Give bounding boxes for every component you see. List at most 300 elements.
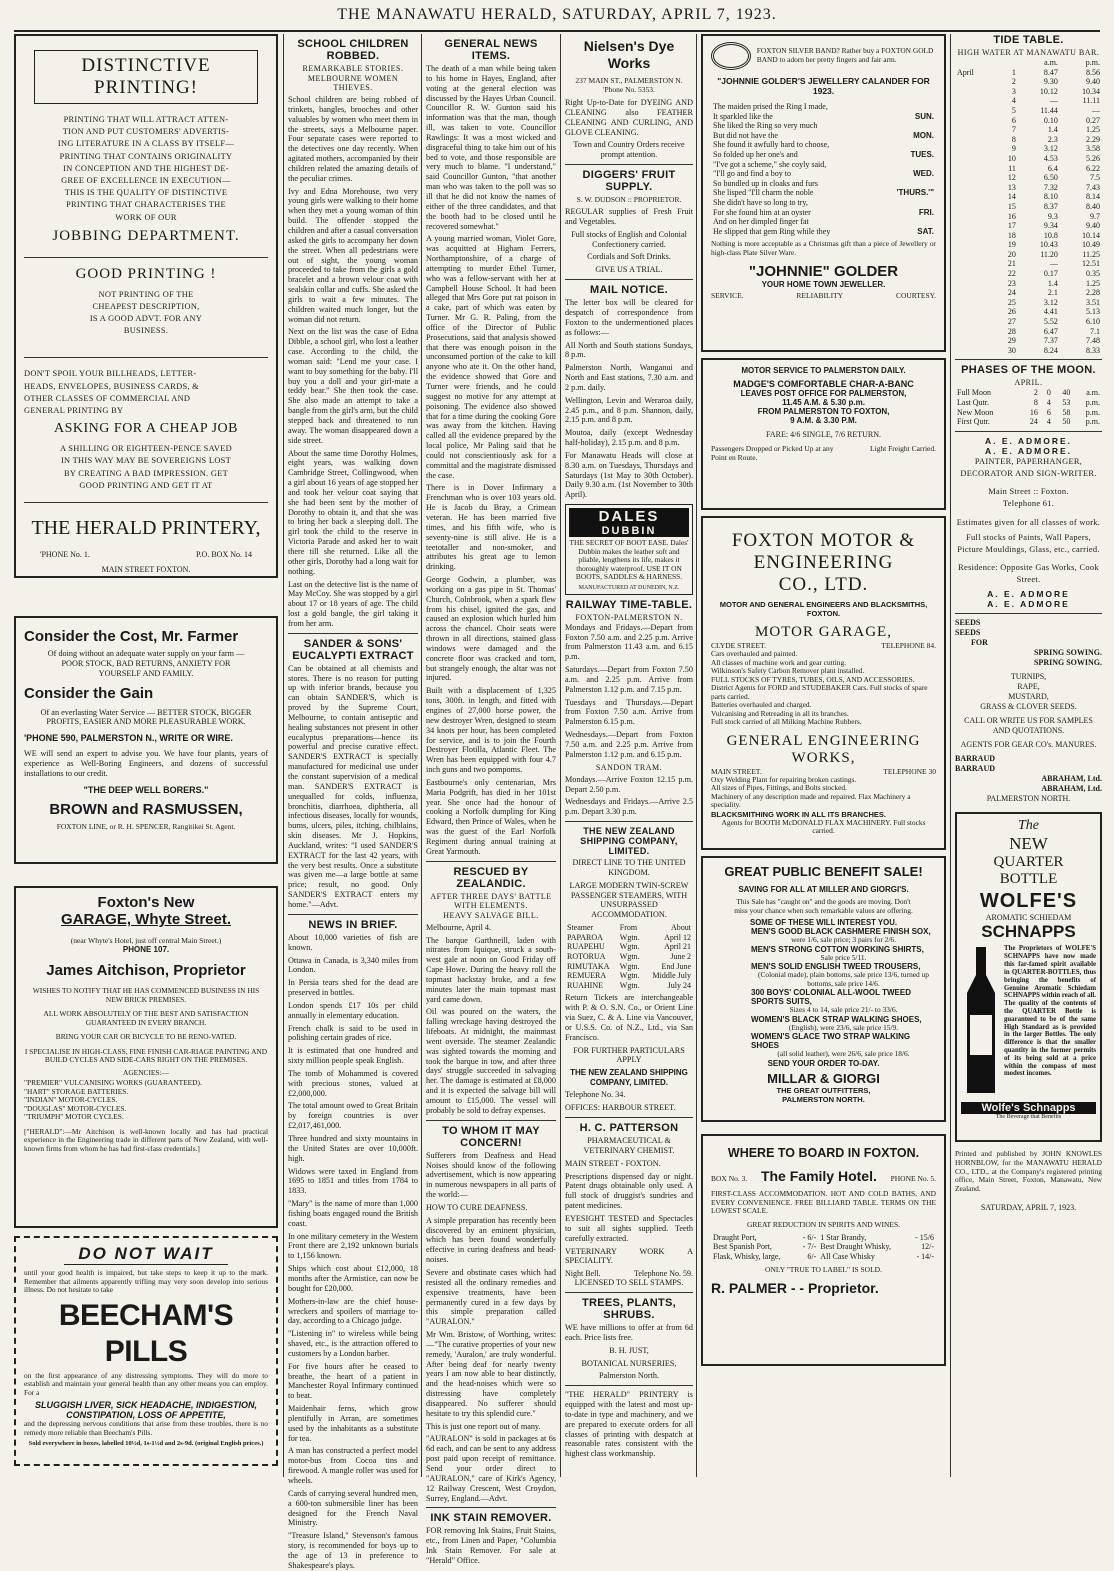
motor-fare: FARE: 4/6 SINGLE, 7/6 RETURN.	[766, 430, 881, 439]
news-in-brief	[288, 933, 418, 1571]
spoil-line: HEADS, ENVELOPES, BUSINESS CARDS, &	[24, 381, 199, 391]
patterson-paragraph: VETERINARY WORK A SPECIALITY.	[565, 1246, 693, 1266]
table-cell: REMUERA	[567, 971, 607, 981]
printery-name: THE HERALD PRINTERY,	[31, 516, 261, 539]
column-rule	[560, 34, 561, 1477]
wolfe-tag: The Beverage that Benefits	[995, 1114, 1062, 1121]
table-cell: TUES.	[910, 149, 934, 159]
tram-paragraph: Mondays.—Arrive Foxton 12.15 p.m. Depart 2.50 p.m.	[565, 774, 693, 794]
foxton-agents: Agents for BOOTH McDONALD FLAX MACHINERY. Full stocks carried.	[721, 817, 926, 836]
beecham-ailments: SLUGGISH LIVER, SICK HEADACHE, INDIGESTION, CONSTIPATION, LOSS OF APPETITE,	[34, 1400, 258, 1421]
admore-est: Estimates given for all classes of work.	[956, 517, 1101, 527]
header-cell: Steamer	[567, 923, 594, 933]
article-paragraph: Melbourne, April 4.	[426, 922, 492, 932]
table-cell: WED.	[913, 169, 934, 179]
seeds-items	[955, 672, 1102, 712]
service-line: Cars overhauled and painted.	[711, 649, 798, 658]
shilling-line: BY CREATING A BAD IMPRESSION. GET	[63, 468, 229, 478]
article-paragraph: "AURALON" is sold in packages at 6s 6d each, and can be sent to any address post paid upon receipt of remittance. Send your order direct to "AURALON," care of Kirk's Agency, 12 Railway Crescent, West Croydon, Surrey, England.—Advt.	[426, 1434, 556, 1503]
printery-pobox: P.O. BOX No. 14	[195, 549, 252, 559]
table-cell: —	[1049, 96, 1058, 106]
motor-footer	[711, 444, 936, 462]
table-cell: Wgtn.	[619, 961, 640, 971]
moon-table	[955, 388, 1102, 426]
shipping-offices: OFFICES: HARBOUR STREET.	[565, 1103, 676, 1113]
jobbing-department: JOBBING DEPARTMENT.	[52, 227, 240, 244]
mail-title: MAIL NOTICE.	[590, 284, 668, 297]
garage-title2: GARAGE, Whyte Street.	[60, 911, 232, 928]
table-cell: 7.37	[1043, 336, 1058, 346]
table-cell: 4.41	[1043, 307, 1058, 317]
good-printing-line: NOT PRINTING OF THE	[98, 289, 194, 299]
imprint-date: SATURDAY, APRIL 7, 1923.	[980, 1203, 1077, 1213]
table-cell: 14	[1007, 192, 1016, 202]
table-cell: 5	[1011, 105, 1016, 115]
table-row	[955, 250, 1102, 260]
article-paragraph: Ivy and Edna Morehouse, two very young girls were walking to their home when they met a young woman of thin build. The offender stopped the children and after a casual conversation asked the girls to accompany her down the street. When all pedestrians were out of sight, the young woman proceeded to take from the girls a gold bracelet and a brown velour coat with sealskin collar and cuffs. She asked the girls to wait a few minutes. The children waited much longer, but the woman did not return.	[288, 186, 418, 324]
table-cell: Best Spanish Port,	[713, 1242, 772, 1252]
article-paragraph: There is in Dover Infirmary a Frenchman who is over 103 years old. He is Jacob du Bray, a Crimean veteran. He has been married five times, and his fifth wife, who is seventy-nine is still alive. He is a teetotaller and non-smoker, and attributes his great age to lemon drinking.	[426, 483, 556, 572]
table-cell: 7.1	[1090, 326, 1100, 336]
table-cell: Wgtn.	[619, 980, 640, 990]
news-item: French chalk is said to be used in polishing certain grades of rice.	[288, 1023, 418, 1043]
motto-word: SERVICE.	[711, 291, 744, 301]
table-row	[711, 1242, 936, 1252]
printing-line: PRINTING THAT WILL ATTRACT ATTEN-	[63, 115, 229, 124]
good-printing-line: CHEAPEST DESCRIPTION,	[92, 301, 200, 311]
shipping-further: FOR FURTHER PARTICULARS APPLY	[573, 1045, 685, 1065]
news-item: In one military cemetery in the Western Front there are 2,192 unknown burials to 1,156 known.	[288, 1231, 418, 1261]
column-4	[565, 34, 693, 1479]
admore-name2: A. E. ADMORE.	[984, 445, 1073, 456]
shilling-line: IN THIS WAY MAY BE SOVEREIGNS LOST	[60, 456, 232, 466]
table-cell: 13	[1007, 182, 1016, 192]
table-cell: 23	[1007, 278, 1016, 288]
beecham-wait: DO NOT WAIT	[64, 1244, 228, 1265]
table-cell: 3.51	[1086, 297, 1100, 307]
article-paragraph: HOW TO CURE DEAFNESS.	[426, 1202, 528, 1212]
table-cell: 20	[1007, 249, 1016, 259]
table-cell: 11.20	[1040, 249, 1058, 259]
table-row	[955, 307, 1102, 317]
seeds-for: FOR	[971, 638, 988, 648]
admore-tel: Telephone 61.	[1002, 499, 1055, 509]
table-cell	[955, 212, 995, 222]
railway-title: RAILWAY TIME-TABLE.	[565, 598, 693, 611]
railway-paragraph: Wednesdays.—Depart from Foxton 7.50 a.m. and 2.25 p.m. Arrive from Palmerston 1.12 p.m. and 6.15 p.m.	[565, 730, 693, 759]
printery-notice: "THE HERALD" PRINTERY is equipped with the latest and most up-to-date in type and machinery, and we are prepared to execute orders for all classes of printing with despatch at reasonable rates consistent with the highest class workmanship.	[565, 1390, 693, 1459]
table-row	[955, 346, 1102, 356]
sale-item-title: MEN'S SOLID ENGLISH TWEED TROUSERS,	[751, 962, 921, 972]
foxton-garage: MOTOR GARAGE,	[755, 624, 892, 640]
sale-item-price: (English), were 23/6, sale price 15/9.	[788, 1022, 899, 1032]
board-only: ONLY "TRUE TO LABEL" IS SOLD.	[765, 1265, 882, 1275]
article-paragraph: George Godwin, a plumber, was working on a gas pipe in St. Thomas' Church, Colnbrook, when a spark flew from his chisel, ignited the gas, and caused an explosion which hurled him across the chancel. Choir seats were thrown in all directions, stained glass windows were damaged and the concrete floor was cracked and torn, but strangely enough, the altar was not injured.	[426, 575, 556, 683]
article-paragraph: Mr Wm. Bristow, of Worthing, writes:—"The curative properties of your new remedy, 'Auralon,' are truly wonderful. After being deaf for nearly twenty years I am now able to hear distinctly, and the head-noises which were so distressing have completely disappeared. No sufferer should hesitate to try this splendid cure."	[426, 1330, 556, 1418]
table-cell	[955, 96, 995, 106]
table-cell: All Case Whisky	[820, 1251, 875, 1261]
table-cell: So folded up her one's and	[713, 149, 798, 159]
farmer-title: Consider the Cost, Mr. Farmer	[24, 628, 239, 645]
agency-item: "INDIAN" MOTOR-CYCLES.	[24, 1095, 118, 1105]
table-cell: 22	[1007, 269, 1016, 279]
dales-dubbin-ad	[565, 504, 693, 595]
table-row	[711, 121, 936, 131]
millar-giorgi-ad	[701, 856, 946, 1122]
golder-banner-text: FOXTON SILVER BAND? Rather buy a FOXTON GOLD BAND to adorn her pretty fingers and fair arm.	[756, 46, 934, 64]
admore-trade: PAINTER, PAPERHANGER, DECORATOR AND SIGN-WRITER.	[960, 456, 1097, 478]
family-hotel-ad	[701, 1134, 946, 1366]
table-cell: - 15/6	[915, 1232, 934, 1242]
table-row	[565, 981, 693, 991]
table-cell: PAPAROA	[567, 932, 603, 942]
general-news	[426, 64, 556, 857]
table-cell: 25	[1007, 297, 1016, 307]
admore-res: Residence: Opposite Gas Works, Cook Street.	[958, 563, 1099, 585]
trees-nursery: BOTANICAL NURSERIES,	[581, 1358, 677, 1368]
table-row	[955, 77, 1102, 87]
table-cell: 1 Star Brandy,	[820, 1232, 867, 1242]
table-cell: Full Moon	[957, 388, 992, 398]
table-cell: She lisped "I'll charm the noble	[713, 188, 814, 198]
trees-body: WE have millions to offer at from 6d each. Price lists free.	[565, 1323, 693, 1342]
table-cell: She found it awfully hard to choose,	[713, 140, 830, 150]
table-cell: 8.33	[1086, 345, 1100, 355]
column-2	[288, 34, 418, 1570]
table-cell	[955, 317, 995, 327]
news-item: Maidenhair ferns, which grow plentifully in Arran, are sometimes used by the inhabitants as a substitute for tea.	[288, 1404, 418, 1443]
golder-sub: YOUR HOME TOWN JEWELLER.	[761, 280, 886, 290]
article-paragraph: Oil was poured on the waters, the falling wreckage having destroyed the lifeboats. At midnight, the mainmast went overside. The steamer Zealandic was sighted towards the morning and took the barque in tow, and after three days' struggle succeeded in salvaging her. The damage is estimated at £8,000 and it is expected the salvage bill will amount to £15,000. The vessel will probably be sold to defray expenses.	[426, 1007, 556, 1115]
garage-phone: PHONE 107.	[122, 945, 170, 954]
admore-main: Main Street :: Foxton.	[988, 487, 1069, 497]
admore-name1: A. E. ADMORE.	[984, 435, 1073, 446]
article-paragraph: This is just one report out of many.	[426, 1421, 541, 1431]
table-row	[711, 140, 936, 150]
table-cell	[955, 327, 995, 337]
table-cell: 8.10	[1043, 192, 1058, 202]
article-paragraph: Severe and obstinate cases which had resisted all the ordinary remedies and expensive treatments, have been permanently cured in a few days by this simple preparation called "AURALON."	[426, 1267, 556, 1327]
seed-item: MUSTARD,	[1008, 692, 1049, 702]
shipping-return: Return Tickets are interchangeable with P. & O. S.N. Co., or Orient Line via Suez, C. & A. Line via Vancouver, or U.S.S. Co. of N.Z., Ltd., via San Francisco.	[565, 993, 693, 1042]
table-row	[955, 106, 1102, 116]
column-6	[955, 34, 1102, 1479]
table-cell: And on her dimpled finger fat	[713, 217, 809, 227]
news-item: Mothers-in-law are the chief house-wreckers and spoilers of marriage to-day, according to a Chicago judge.	[288, 1296, 418, 1326]
table-cell: "I'll go and find a boy to	[713, 169, 792, 179]
table-cell: 6.50	[1043, 173, 1058, 183]
table-cell: 58	[1062, 407, 1071, 417]
table-cell: 26	[1007, 307, 1016, 317]
table-cell: 12/-	[921, 1242, 934, 1252]
good-printing-lines	[24, 289, 268, 338]
table-row	[711, 160, 936, 170]
table-cell	[955, 202, 995, 212]
table-cell: She didn't have so long to try,	[713, 197, 808, 207]
concern-title: TO WHOM IT MAY CONCERN!	[442, 1124, 540, 1149]
printing-line: GREE OF EXCELLENCE IN EXECUTION—	[61, 175, 231, 185]
service-line: Full stock carried of all Milking Machine Rubbers.	[711, 717, 862, 727]
service-line: All classes of machine work and gear cutting.	[711, 657, 847, 667]
foxton-main: MAIN STREET.	[711, 766, 762, 776]
board-hotel-row	[711, 1168, 936, 1184]
seed-item: RAPE,	[1017, 682, 1040, 692]
gain-body: Of an everlasting Water Service — BETTER STOCK, BIGGER PROFITS, EASIER AND MORE PLEASURABLE WORK.	[40, 707, 252, 727]
foxton-sub: MOTOR AND GENERAL ENGINEERS AND BLACKSMITHS, FOXTON.	[719, 600, 928, 618]
news-item: In Persia tears shed for the dead are preserved in bottles.	[288, 978, 418, 998]
sale-send: SEND YOUR ORDER TO-DAY.	[767, 1058, 880, 1068]
table-cell: 9.3	[1047, 211, 1058, 221]
table-cell: 3.58	[1086, 144, 1100, 154]
table-cell: 0	[1046, 388, 1051, 398]
motto-word: COURTESY.	[895, 291, 936, 301]
service-line: Vulcanising and Retreading in all its branches.	[711, 708, 849, 718]
table-cell: 2	[1033, 388, 1038, 398]
table-row	[955, 221, 1102, 231]
table-row	[565, 971, 693, 981]
table-row	[955, 202, 1102, 212]
dye-phone: 'Phone No. 5353.	[603, 85, 655, 94]
table-row	[565, 962, 693, 972]
article-paragraph: Next on the list was the case of Edna Dibble, a school girl, who lost a leather case. According to the child, the woman said: "Lend me your case. I want to buy something for the baby. I'll buy you a doll and your girl-mate a teddy bear." She then took the case. She also made an attempt to take a bangle from the girl's arm, but the child stepped back and threatened to run away. The woman disappeared down a side street.	[288, 327, 418, 445]
table-cell: 9.40	[1086, 77, 1100, 87]
spoil-line: DON'T SPOIL YOUR BILLHEADS, LETTER-	[24, 369, 197, 379]
good-printing-line: BUSINESS.	[123, 326, 169, 336]
patterson-paragraph: EYESIGHT TESTED and Spectacles to suit all sights supplied. Teeth carefully extracted.	[565, 1213, 693, 1243]
admore-name3: A. E. ADMORE	[987, 589, 1070, 600]
column-rule	[283, 34, 284, 1477]
table-cell: 10.8	[1043, 230, 1058, 240]
table-cell: FRI.	[918, 207, 934, 217]
table-cell: 24	[1029, 417, 1038, 427]
header-cell: About	[671, 923, 691, 933]
table-cell: 0.27	[1086, 115, 1100, 125]
table-cell: 6.10	[1086, 317, 1100, 327]
seeds-a2: ABRAHAM, Ltd.	[1041, 784, 1102, 794]
farmer-addr: FOXTON LINE, or R. H. SPENCER, Rangitikei St. Agent.	[56, 821, 236, 831]
table-cell: 6.4	[1047, 163, 1058, 173]
news-item: For five hours after he ceased to breathe, the heart of a patient in Manchester Royal Infirmary continued to beat.	[288, 1361, 418, 1401]
sale-place: PALMERSTON NORTH.	[782, 1094, 865, 1104]
service-line: FULL STOCKS OF TYRES, TUBES, OILS, AND ACCESSORIES.	[711, 674, 915, 684]
board-phone: PHONE No. 5.	[890, 1174, 936, 1183]
table-cell: 4	[1011, 96, 1016, 106]
bottle-icon	[961, 945, 1001, 1100]
article-paragraph: The barque Garthneill, laden with nitrates from Iquique, struck a south-west gale at noon on Good Friday off Cape Howe. During the heavy roll the topmast backstay broke, and a few minutes later the main topmast mast yard came down.	[426, 935, 556, 1004]
deep-well-borers: "THE DEEP WELL BORERS."	[83, 784, 209, 795]
table-cell: 7.48	[1086, 336, 1100, 346]
trees-name: B. H. JUST,	[609, 1345, 649, 1355]
table-cell: 1.25	[1086, 278, 1100, 288]
seed-item: GRASS & CLOVER SEEDS.	[980, 702, 1077, 712]
table-cell: MON.	[913, 130, 934, 140]
ink-title: INK STAIN REMOVER.	[430, 1512, 552, 1525]
table-cell: 4	[1046, 398, 1051, 407]
table-cell: 10.43	[1039, 240, 1058, 250]
table-row	[711, 208, 936, 218]
table-cell: 2.29	[1086, 134, 1100, 144]
table-row	[955, 398, 1102, 408]
tram-title: SANDON TRAM.	[595, 762, 663, 772]
farmer-body: Of doing without an adequate water supply on your farm — POOR STOCK, BAD RETURNS, ANXIETY FOR YOURSELF AND FAMILY.	[47, 649, 245, 678]
table-cell	[955, 106, 995, 116]
seeds-place: PALMERSTON NORTH.	[986, 794, 1071, 804]
news-item: Ships which cost about £12,000, 18 months after the Armistice, can now be bought for £20,000.	[288, 1264, 418, 1293]
motor-name: MADGE'S COMFORTABLE CHAR-A-BANC	[733, 379, 914, 389]
table-row	[711, 150, 936, 160]
trees-title: TREES, PLANTS, SHRUBS.	[581, 1297, 677, 1322]
motor-light: Light Freight Carried.	[869, 444, 936, 453]
sale-items	[711, 927, 936, 1059]
printery-contact	[24, 550, 268, 559]
seeds-a1: ABRAHAM, Ltd.	[1041, 774, 1102, 784]
concern-article	[426, 1151, 556, 1504]
mail-paragraph: For Manawatu Heads will close at 8.30 a.m. on Tuesdays, Thursdays and Saturdays (1st May to 30th October). Daily 9.30 a.m. (1st November to 30th April).	[565, 450, 693, 500]
table-cell: Best Draught Whisky,	[820, 1242, 891, 1252]
sanders-body: Can be obtained at all chemists and stores. There is no reason for putting up with inferior brands, because you can obtain SANDER'S, which is proved by the Supreme Court, Melbourne, to contain antiseptic and healing substances not present in other eucalyptus preparations—hence its powerful and precise curative effect. SANDER'S EXTRACT is specially manufactured for medicinal use under the constant supervision of a medical man. SANDER'S EXTRACT is unequalled for colds, influenza, bronchitis, diarrhoea, diphtheria, all infectious diseases, locally for wounds, burns, ulcers, piles, itching, chilblains, skin diseases. Mr J. Hopkins, Auckland, writes: "I used SANDER'S EXTRACT for the last 42 years, with the very best results. Once a substitute was given me—a large bottle at same price; result, no good. Only SANDER'S EXTRACT enters my home."—Advt.	[288, 663, 418, 909]
sale-item-title: MEN'S STRONG COTTON WORKING SHIRTS,	[751, 944, 924, 954]
admore-stocks: Full stocks of Paints, Wall Papers, Picture Mouldings, Glass, etc., carried.	[957, 532, 1100, 554]
garage-special: I SPECIALISE IN HIGH-CLASS, FINE FINISH CAR-RIAGE PAINTING AND BUILD CYCLES AND SIDE-CARS RIGHT ON THE PREMISES.	[24, 1046, 268, 1065]
table-cell: 8	[1033, 398, 1038, 407]
news-title: NEWS IN BRIEF.	[308, 918, 398, 931]
header-cell	[995, 58, 1018, 68]
table-cell	[955, 87, 995, 97]
spoil-line: OTHER CLASSES OF COMMERCIAL AND	[24, 393, 191, 403]
seeds-agents: AGENTS FOR GEAR CO's. MANURES.	[960, 740, 1097, 750]
table-cell: Middle July	[652, 971, 691, 981]
sale-name: MILLAR & GIORGI	[767, 1070, 880, 1086]
table-cell: RUAHINE	[567, 980, 603, 990]
table-row	[711, 131, 936, 141]
table-cell: June 2	[670, 951, 691, 961]
motor-times2: 9 A.M. & 3.30 P.M.	[790, 416, 857, 425]
table-cell: 17	[1007, 221, 1016, 231]
wolfe-bottle: BOTTLE	[999, 871, 1058, 888]
seeds-call: CALL OR WRITE US FOR SAMPLES AND QUOTATIONS.	[964, 716, 1093, 736]
railway-paragraph: Tuesdays and Thursdays.—Depart from Foxton 7.50 a.m. Arrive from Palmerston 6.15 p.m.	[565, 697, 693, 727]
table-cell	[955, 116, 995, 126]
foxton-title1: FOXTON MOTOR &	[731, 530, 916, 551]
school-article	[288, 95, 418, 629]
patterson-sub: PHARMACEUTICAL & VETERINARY CHEMIST.	[583, 1136, 675, 1155]
garage-bring: BRING YOUR CAR OR BICYCLE TO BE RENO-VATED.	[55, 1032, 237, 1042]
table-row	[955, 212, 1102, 222]
agency-item: "PREMIER" VULCANISING WORKS (GUARANTEED).	[24, 1078, 202, 1088]
brown-rasmussen-ad	[14, 616, 278, 864]
wolfe-brand: WOLFE'S	[979, 890, 1078, 913]
table-row	[955, 240, 1102, 250]
shipping-to: THE NEW ZEALAND SHIPPING COMPANY, LIMITED.	[570, 1068, 688, 1087]
sale-item-title: MEN'S GOOD BLACK CASHMERE FINISH SOX,	[751, 927, 931, 937]
news-item: Widows were taxed in England from 1695 to 1851 and titles from 1784 to 1833.	[288, 1166, 418, 1196]
beecham-sold: Sold everywhere in boxes, labelled 10½d, 1s-1½d and 2s-9d. (original English prices.)	[28, 1440, 264, 1448]
patterson-body	[565, 1172, 693, 1267]
table-cell: Wgtn.	[619, 932, 640, 942]
table-row	[955, 408, 1102, 418]
seeds-sow2: SPRING SOWING.	[1033, 658, 1102, 668]
seed-item: TURNIPS,	[1010, 672, 1047, 682]
school-sub1: REMARKABLE STORIES.	[302, 64, 404, 73]
table-row	[565, 952, 693, 962]
shipping-direct: DIRECT LINE TO THE UNITED KINGDOM.	[572, 858, 686, 877]
table-row	[955, 116, 1102, 126]
agency-item: "HART" STORAGE BATTERIES.	[24, 1086, 129, 1096]
sale-sub: SAVING FOR ALL AT MILLER AND GIORGI'S.	[738, 885, 909, 894]
garage-title: Foxton's New	[97, 894, 195, 911]
foxton-lines2	[711, 776, 936, 810]
table-row	[955, 279, 1102, 289]
table-cell: 30	[1007, 345, 1016, 355]
table-cell: 3.12	[1043, 297, 1058, 307]
table-cell: 16	[1007, 211, 1016, 221]
news-item: Three hundred and sixty mountains in the United States are over 10,000ft. high.	[288, 1134, 418, 1163]
good-printing-line: IS A GOOD ADVT. FOR ANY	[89, 314, 203, 324]
table-cell: 10.12	[1039, 86, 1058, 96]
table-row	[711, 112, 936, 122]
table-cell: End June	[661, 961, 691, 971]
table-cell: 8.56	[1086, 67, 1100, 77]
table-cell: —	[1049, 259, 1058, 269]
foxton-motor-ad	[701, 516, 946, 850]
table-cell: Draught Port,	[713, 1232, 757, 1242]
table-cell: - 6/-	[802, 1232, 817, 1242]
foxton-tel2: TELEPHONE 30	[883, 766, 936, 776]
table-cell: - 7/-	[802, 1242, 817, 1252]
diggers-title: DIGGERS' FRUIT SUPPLY.	[582, 169, 676, 194]
table-row	[711, 102, 936, 112]
table-cell: April 12	[664, 932, 691, 942]
printing-line: TION AND PUT CUSTOMERS' ADVERTIS-	[62, 127, 230, 137]
table-cell: 18	[1007, 230, 1016, 240]
dales-body: THE SECRET OF BOOT EASE. Dales' Dubbin makes the leather soft and pliable, lengthens its life, makes it thoroughly waterproof. USE IT ON BOOTS, SADDLES & HARNESS.	[569, 538, 689, 582]
golder-ad	[701, 34, 946, 352]
article-paragraph: A simple preparation has recently been discovered by an eminent physician, which has been found wonderfully effective in curing deafness and head-noises.	[426, 1215, 556, 1265]
shipping-tel: Telephone No. 34.	[565, 1090, 626, 1100]
wolfe-new: NEW	[1009, 834, 1048, 854]
table-row	[711, 217, 936, 227]
table-cell: 11	[1008, 163, 1016, 173]
table-cell: Last Qutr.	[957, 398, 989, 407]
foxton-lines	[711, 650, 936, 727]
seeds-t1: SEEDS	[955, 618, 981, 628]
table-cell: 1	[1011, 67, 1016, 77]
table-row	[955, 154, 1102, 164]
tide-sub: HIGH WATER AT MANAWATU BAR.	[957, 48, 1100, 57]
wolfe-arom: AROMATIC SCHIEDAM	[985, 913, 1072, 923]
table-cell	[879, 102, 936, 112]
table-cell: 6/-	[807, 1251, 817, 1261]
printing-title: DISTINCTIVE PRINTING!	[34, 50, 258, 104]
table-row	[711, 1252, 936, 1262]
agency-item: "TRIUMPH" MOTOR CYCLES.	[24, 1112, 124, 1122]
diggers-stock: Full stocks of English and Colonial Confectionery carried.	[571, 229, 687, 249]
table-cell: So bundled up in cloaks and furs	[713, 178, 818, 188]
table-row	[955, 96, 1102, 106]
article-paragraph: Eastbourne's only centenarian, Mrs Maria Podgrift, has died in her 101st year. She once had the honour of cooking a Norfolk dumpling for King Edward, then Prince of Wales, when he was the guest of the Earl Norfolk Regiment during annual training at Great Yarmouth.	[426, 777, 556, 856]
table-cell: 'THURS.'"	[896, 188, 934, 198]
foxton-clyde: CLYDE STREET.	[711, 641, 766, 650]
spoil-line: GENERAL PRINTING BY	[24, 406, 124, 415]
wolfe-footer: Wolfe's Schnapps	[961, 1102, 1096, 1114]
agency-item: "DOUGLAS" MOTOR-CYCLES.	[24, 1103, 127, 1113]
table-cell: 27	[1007, 317, 1016, 327]
table-cell	[955, 173, 995, 183]
article-paragraph: Sufferers from Deafness and Head Noises should know of the following advertisement, which is now appearing in numerous newspapers in all parts of the world:—	[426, 1150, 556, 1200]
rescued-sub1: AFTER THREE DAYS' BATTLE WITH ELEMENTS.	[430, 891, 552, 910]
garage-near: (near Whyte's Hotel, just off central Main Street.)	[70, 936, 222, 945]
table-row	[711, 169, 936, 179]
